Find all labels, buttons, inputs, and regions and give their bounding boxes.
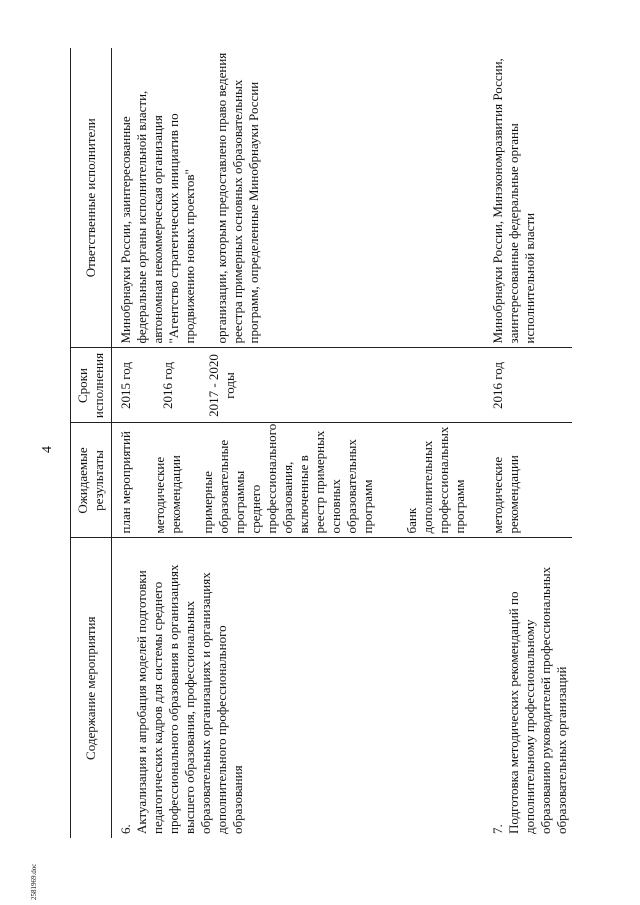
measures-table <box>70 48 572 838</box>
table-header-row <box>71 48 112 838</box>
result-item: методические рекомендации <box>152 455 183 534</box>
measure-text: Подготовка методических рекомендаций по дополнительному профессиональному образованию руководителей профессиональных образовательных организаций <box>506 566 569 834</box>
deadline-item: 2016 год <box>490 362 505 409</box>
document-page <box>20 20 620 900</box>
table-row <box>112 48 485 838</box>
executors-cell <box>112 48 485 348</box>
deadline-cell <box>112 348 485 423</box>
executor-item: организации, которым предоставлено право ведения реестра примерных основных образовательных программ, определенные Минобрнауки России <box>214 52 261 344</box>
header-executors: Ответственные исполнители <box>71 48 112 348</box>
measure-cell <box>112 538 485 838</box>
header-deadline: Сроки исполнения <box>71 348 112 423</box>
rotated-table-area <box>40 48 569 838</box>
deadline-item: 2016 год <box>160 362 175 409</box>
result-item: план мероприятий <box>118 431 133 534</box>
deadline-cell <box>484 348 572 423</box>
executor-item: Минобрнауки России, заинтересованные федеральные органы исполнительной власти, автономная некоммерческая организация "Агентство стратегических инициатив по продвижению новых проектов" <box>118 90 197 344</box>
executor-item: Минобрнауки России, Минэкономразвития России, заинтересованные федеральные органы исполнительной власти <box>490 58 537 344</box>
header-results: Ожидаемые результаты <box>71 423 112 538</box>
file-name-footer: 2581969.doc <box>30 863 38 900</box>
row-number: 6. <box>118 824 133 834</box>
deadline-item: 2015 год <box>118 362 133 409</box>
result-item: банк дополнительных профессиональных программ <box>404 426 467 534</box>
executors-cell <box>484 48 572 348</box>
table-row <box>484 48 572 838</box>
measure-text: Актуализация и апробация моделей подготовки педагогических кадров для системы среднего профессионального образования в организациях высшего образования, профессиональных образовательных организациях и организациях дополнительного профессионального образования <box>134 564 245 834</box>
result-item: примерные образовательные программы среднего профессионального образования, включенные в реестр примерных основных образовательных программ <box>200 423 375 534</box>
result-item: методические рекомендации <box>490 455 521 534</box>
measure-cell <box>484 538 572 838</box>
results-cell <box>112 423 485 538</box>
deadline-item: 2017 - 2020 годы <box>206 354 237 417</box>
row-number: 7. <box>490 824 505 834</box>
results-cell <box>484 423 572 538</box>
header-measure: Содержание мероприятия <box>71 538 112 838</box>
page-number: 4 <box>40 446 55 453</box>
